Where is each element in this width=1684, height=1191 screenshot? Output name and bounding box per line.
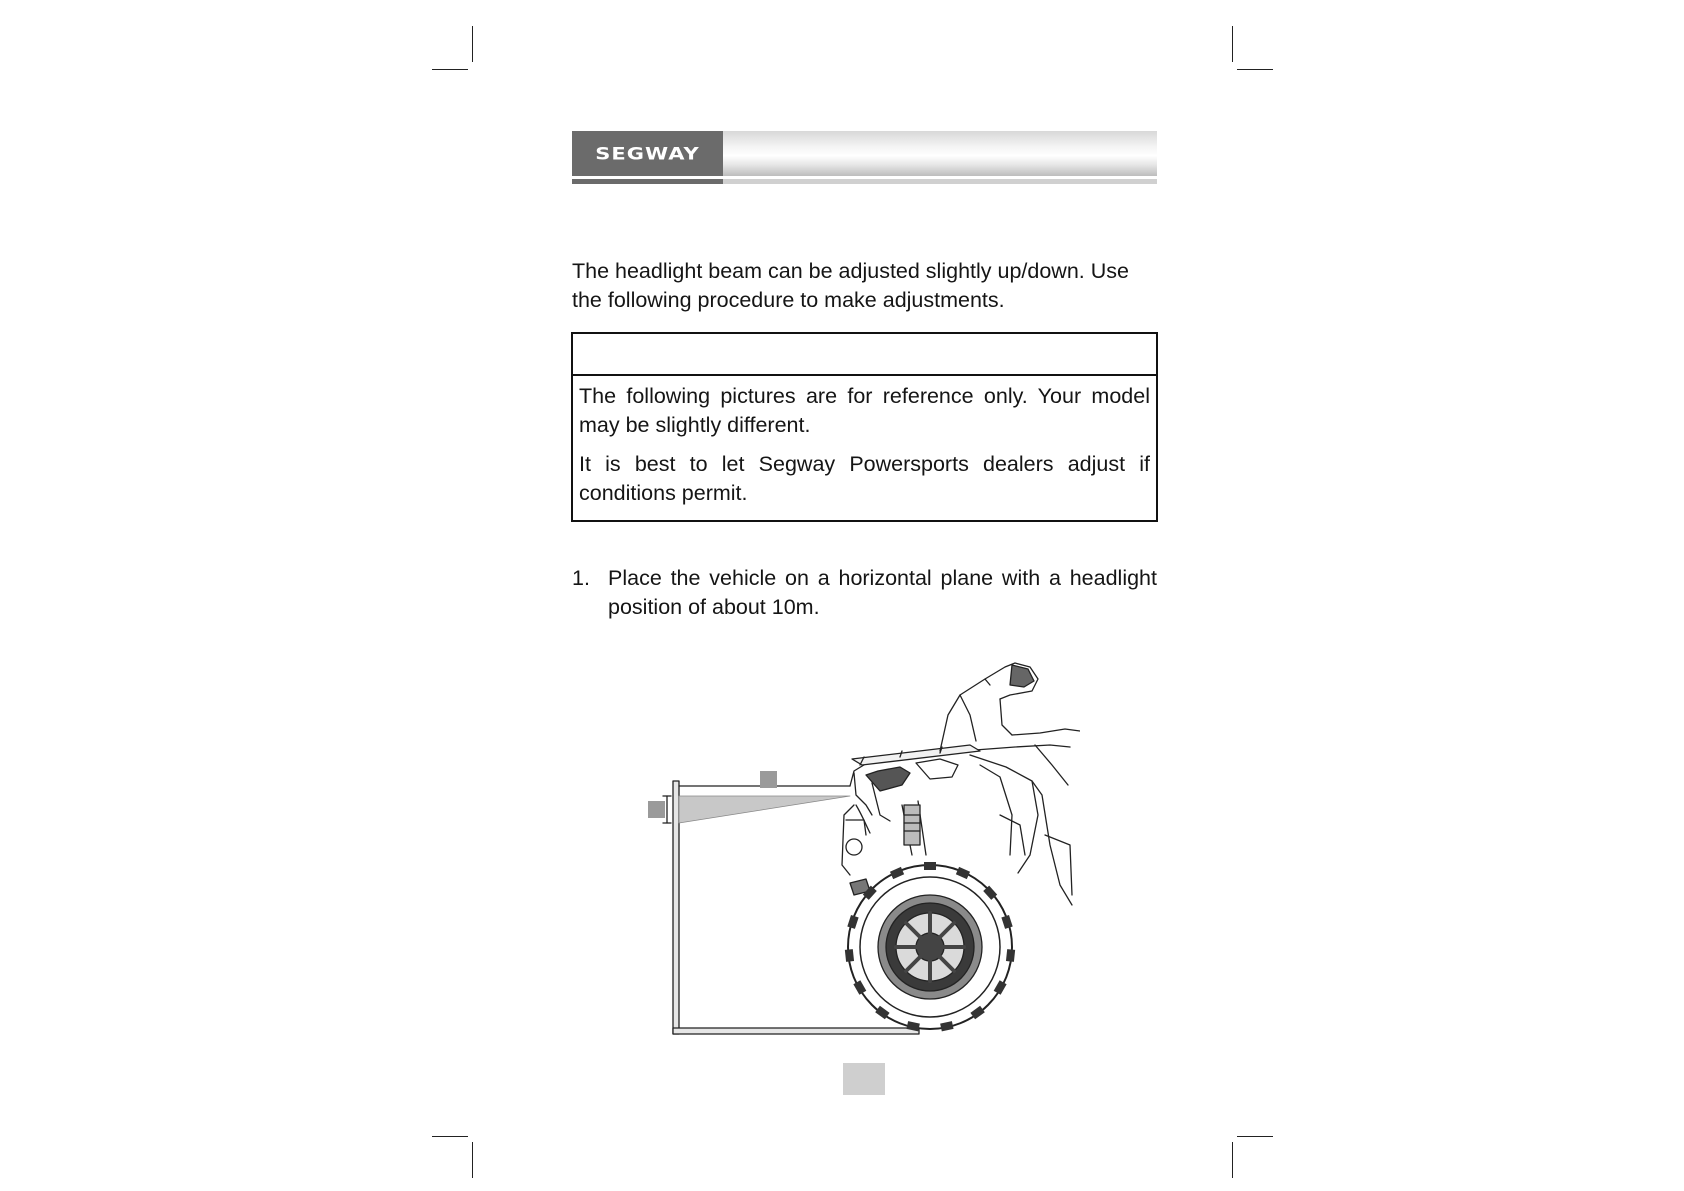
crop-mark	[1232, 26, 1233, 62]
intro-paragraph: The headlight beam can be adjusted slightly up/down. Use the following procedure to make adjustments.	[572, 259, 1129, 312]
note-header	[573, 334, 1156, 376]
crop-mark	[432, 1136, 468, 1137]
light-beam-cone	[679, 796, 850, 823]
note-line-dealer: It is best to let Segway Powersports dealers adjust if conditions permit.	[579, 452, 1150, 505]
note-body	[573, 376, 1156, 507]
note-box	[571, 332, 1158, 522]
note-line-reference: The following pictures are for reference only. Your model may be slightly different.	[579, 384, 1150, 437]
brand-logo-text: SEGWAY	[595, 143, 700, 164]
height-marker	[648, 801, 665, 818]
atv-front-wheel	[845, 862, 1015, 1031]
page-number-box	[843, 1063, 885, 1095]
crop-mark	[1237, 1136, 1273, 1137]
distance-marker	[760, 771, 777, 788]
headlight-adjustment-diagram	[640, 655, 1080, 1035]
crop-mark	[472, 1142, 473, 1178]
crop-mark	[472, 26, 473, 62]
segway-logo	[572, 131, 723, 176]
step-text: Place the vehicle on a horizontal plane with a headlight position of about 10m.	[608, 566, 1157, 619]
header-underline-light	[723, 179, 1157, 184]
header-gradient-bar	[723, 131, 1157, 176]
crop-mark	[432, 69, 468, 70]
crop-mark	[1237, 69, 1273, 70]
crop-mark	[1232, 1142, 1233, 1178]
step-number: 1.	[572, 566, 590, 590]
header-underline-dark	[572, 179, 723, 184]
page-header	[572, 131, 1157, 184]
